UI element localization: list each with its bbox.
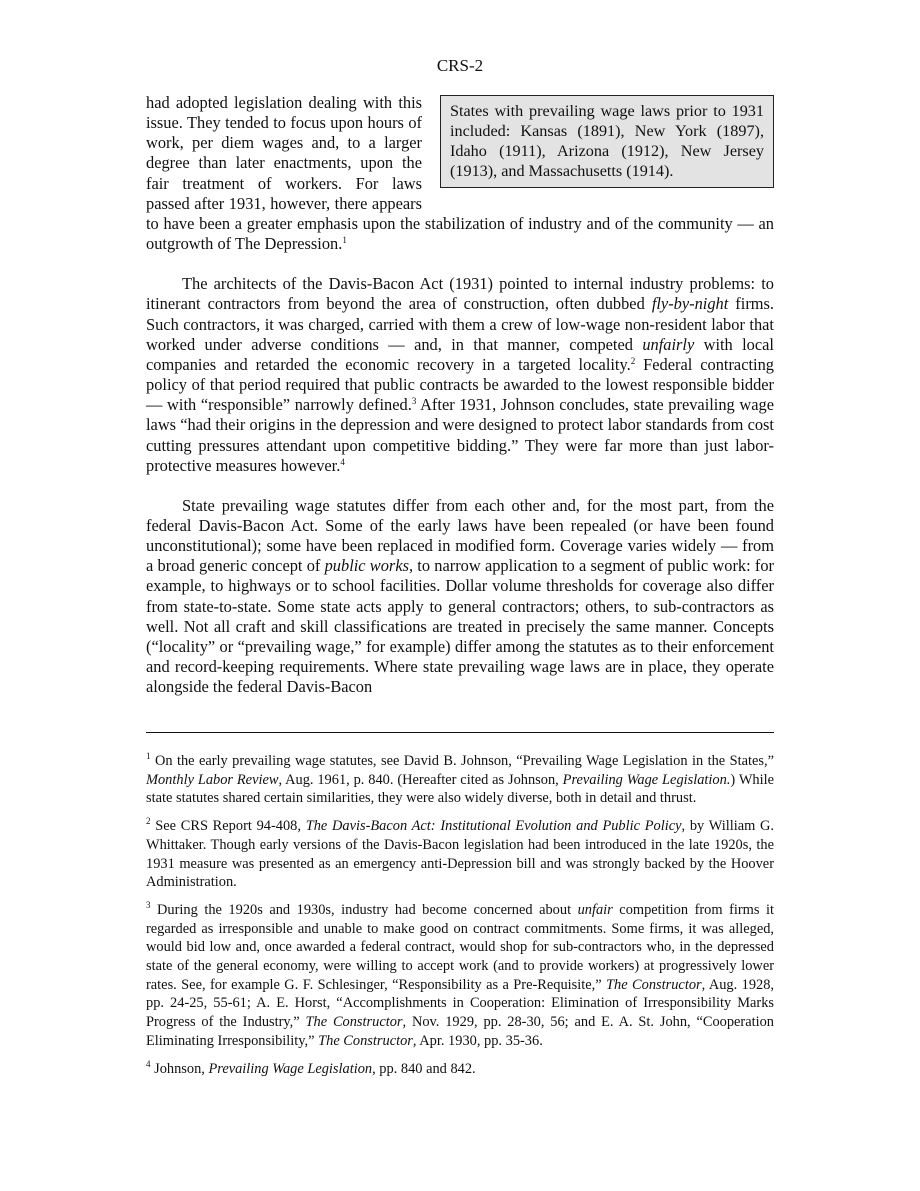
- paragraph-3-emphasis-public-works: public works,: [324, 556, 414, 576]
- footnote-4: [146, 1060, 774, 1079]
- footnote-3-text-b: competition from firms it regarded as irresponsible and unable to make good on contract commitments. Some firms, it was alleged, would bid low and, once awarded a federal contract, would shop for sub-contractors who, in the depressed state of the general economy, were willing to accept work (and to provide workers) at progressively lower rates. See, for example G. F. Schlesinger, “Responsibility as a Pre-Requisite,”: [146, 901, 774, 993]
- footnote-ref-4[interactable]: 4: [340, 456, 345, 467]
- footnote-3-emphasis-b: The Constructor: [606, 976, 702, 993]
- paragraph-2-emphasis-fly-by-night: fly-by-night: [651, 294, 729, 314]
- body-text: [146, 93, 774, 697]
- footnote-ref-1[interactable]: 1: [342, 235, 347, 246]
- paragraph-3-text-a: State prevailing wage statutes differ from each other and, for the most part, from the federal Davis-Bacon Act. Some of the early laws have been repealed (or have been found unconstitutional); some have been replaced in modified form. Coverage varies widely — from a broad generic concept of: [146, 495, 774, 576]
- paragraph-2-text-c: with local companies and retarded the economic recovery in a targeted locality.: [146, 334, 774, 374]
- footnote-3-text-d: , Nov. 1929, pp. 28-30, 56; and E. A. St. John, “Cooperation Eliminating Irresponsibility,”: [146, 1014, 774, 1049]
- footnotes: [146, 752, 774, 1087]
- footnote-1-emphasis-b: Prevailing Wage Legislation.: [562, 771, 731, 788]
- paragraph-2-text-e: After 1931, Johnson concludes, state prevailing wage laws “had their origins in the depression and were designed to protect labor standards from cost cutting pressures attendant upon competitive bidding.” They were far more than just labor-protective measures however.: [146, 395, 774, 475]
- footnote-1-text-c: ) While state statutes shared certain similarities, they were also widely diverse, both in detail and thrust.: [146, 771, 774, 807]
- footnote-1-number: 1: [146, 751, 151, 761]
- footnote-ref-3[interactable]: 3: [411, 396, 417, 407]
- footnote-2: [146, 817, 774, 892]
- page-header: CRS-2: [436, 56, 484, 75]
- footnote-3-number: 3: [146, 899, 151, 910]
- footnote-4-text-b: , pp. 840 and 842.: [372, 1060, 476, 1077]
- footnote-3-text-a: During the 1920s and 1930s, industry had become concerned about: [150, 901, 578, 918]
- footnote-4-text-a: Johnson,: [150, 1060, 209, 1077]
- paragraph-3-text-b: to narrow application to a segment of public work: for example, to highways or to school facilities. Dollar volume thresholds for coverage also differ from state-to-state. Some state acts apply to general contractors; others, to sub-contractors as well. Not all craft and skill classifications are treated in precisely the same manner. Concepts (“locality” or “prevailing wage,” for example) differ among the statutes as to their enforcement and record-keeping requirements. Where state prevailing wage laws are in place, they operate alongside the federal Davis-Bacon: [146, 556, 775, 697]
- paragraph-2-text-b: firms. Such contractors, it was charged, carried with them a crew of low-wage non-resident labor that worked under adverse conditions — and, in that manner, competed: [146, 294, 775, 354]
- footnote-2-text-b: , by William G. Whittaker. Though early versions of the Davis-Bacon legislation had been introduced in the late 1920s, the 1931 measure was presented as an emergency anti-Depression bill and was strongly backed by the Hoover Administration.: [146, 818, 775, 891]
- sidebar-box: States with prevailing wage laws prior to 1931 included: Kansas (1891), New York (1897), Idaho (1911), Arizona (1912), New Jersey (1913), and Massachusetts (1914).: [440, 95, 774, 188]
- footnote-ref-2[interactable]: 2: [630, 355, 636, 366]
- footnote-1-text-b: , Aug. 1961, p. 840. (Hereafter cited as Johnson,: [278, 771, 563, 788]
- footnote-3-text-e: , Apr. 1930, pp. 35-36.: [412, 1032, 543, 1049]
- footnote-2-text-a: See CRS Report 94-408,: [150, 818, 306, 835]
- footnote-3-emphasis-d: The Constructor: [318, 1032, 413, 1049]
- paragraph-2: [146, 274, 774, 476]
- paragraph-1-text: had adopted legislation dealing with this issue. They tended to focus upon hours of work, per diem wages and, to a larger degree than later enactments, upon the fair treatment of workers. For laws passed after 1931, however, there appears to have been a greater emphasis upon the stabilization of industry and of the community — an outgrowth of The Depression.: [146, 93, 774, 254]
- paragraph-1: [146, 93, 774, 254]
- footnote-2-emphasis-a: The Davis-Bacon Act: Institutional Evolution and Public Policy: [305, 818, 682, 835]
- footnote-3-emphasis-a: unfair: [577, 901, 613, 918]
- paragraph-2-emphasis-unfairly: unfairly: [642, 334, 695, 354]
- footnote-divider: [146, 732, 774, 733]
- paragraph-2-text-a: The architects of the Davis-Bacon Act (1931) pointed to internal industry problems: to itinerant contractors from beyond the area of construction, often dubbed: [146, 274, 774, 314]
- footnote-1-text-a: On the early prevailing wage statutes, see David B. Johnson, “Prevailing Wage Legislation in the States,”: [150, 753, 774, 769]
- footnote-3-text-c: , Aug. 1928, pp. 24-25, 55-61; A. E. Horst, “Accomplishments in Cooperation: Elimination of Irresponsibility Marks Progress of the Industry,”: [146, 976, 774, 1031]
- footnote-4-emphasis-a: Prevailing Wage Legislation: [208, 1060, 373, 1077]
- footnote-1: [146, 752, 774, 808]
- footnote-3-emphasis-c: The Constructor: [305, 1014, 403, 1031]
- paragraph-3: [146, 496, 774, 698]
- paragraph-2-text-d: Federal contracting policy of that period required that public contracts be awarded to the lowest responsible bidder — with “responsible” narrowly defined.: [146, 354, 774, 415]
- footnote-3: [146, 901, 774, 1051]
- footnote-1-emphasis-a: Monthly Labor Review: [146, 771, 279, 788]
- footnote-4-number: 4: [146, 1058, 151, 1069]
- footnote-2-number: 2: [146, 816, 151, 827]
